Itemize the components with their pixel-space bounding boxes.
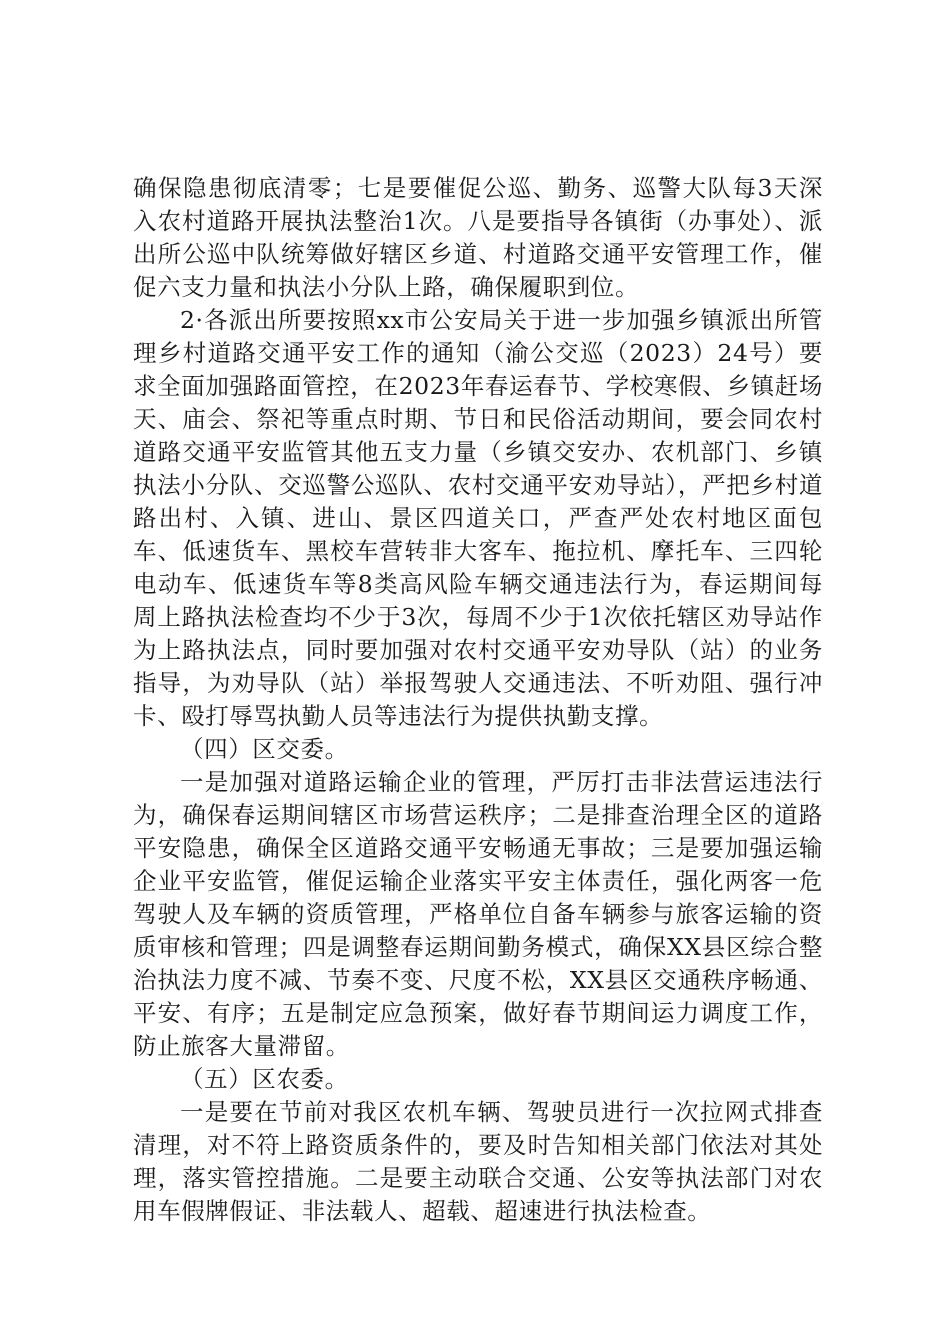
paragraph-continuation: 确保隐患彻底清零；七是要催促公巡、勤务、巡警大队每3天深入农村道路开展执法整治1次。八是要指导各镇街（办事处）、派出所公巡中队统筹做好辖区乡道、村道路交通平安管理工作，催促六支力量和执法小分队上路，确保履职到位。 (133, 174, 823, 301)
paragraph-police-stations: 2·各派出所要按照xx市公安局关于进一步加强乡镇派出所管理乡村道路交通平安工作的通知（渝公交巡（2023）24号）要求全面加强路面管控，在2023年春运春节、学校寒假、乡镇赶场天、庙会、祭祀等重点时期、节日和民俗活动期间，要会同农村道路交通平安监管其他五支力量（乡镇交安办、农机部门、乡镇执法小分队、交巡警公巡队、农村交通平安劝导站），严把乡村道路出村、入镇、进山、景区四道关口，严查严处农村地区面包车、低速货车、黑校车营转非大客车、拖拉机、摩托车、三四轮电动车、低速货车等8类高风险车辆交通违法行为，春运期间每周上路执法检查均不少于3次，每周不少于1次依托辖区劝导站作为上路执法点，同时要加强对农村交通平安劝导队（站）的业务指导，为劝导队（站）举报驾驶人交通违法、不听劝阻、强行冲卡、殴打辱骂执勤人员等违法行为提供执勤支撑。 (133, 306, 823, 730)
section-heading-transport-committee: （四）区交委。 (180, 735, 349, 763)
paragraph-transport-committee: 一是加强对道路运输企业的管理，严厉打击非法营运违法行为，确保春运期间辖区市场营运秩序；二是排查治理全区的道路平安隐患，确保全区道路交通平安畅通无事故；三是要加强运输企业平安监管，催促运输企业落实平安主体责任，强化两客一危驾驶人及车辆的资质管理，严格单位自备车辆参与旅客运输的资质审核和管理；四是调整春运期间勤务模式，确保XX县区综合整治执法力度不减、节奏不变、尺度不松，XX县区交通秩序畅通、平安、有序；五是制定应急预案，做好春节期间运力调度工作，防止旅客大量滞留。 (133, 768, 823, 1060)
document-body (133, 172, 823, 1228)
section-heading-agriculture-committee: （五）区农委。 (180, 1065, 349, 1093)
paragraph-agriculture-committee: 一是要在节前对我区农机车辆、驾驶员进行一次拉网式排查清理，对不符上路资质条件的，要及时告知相关部门依法对其处理，落实管控措施。二是要主动联合交通、公安等执法部门对农用车假牌假证、非法载人、超载、超速进行执法检查。 (133, 1098, 823, 1225)
